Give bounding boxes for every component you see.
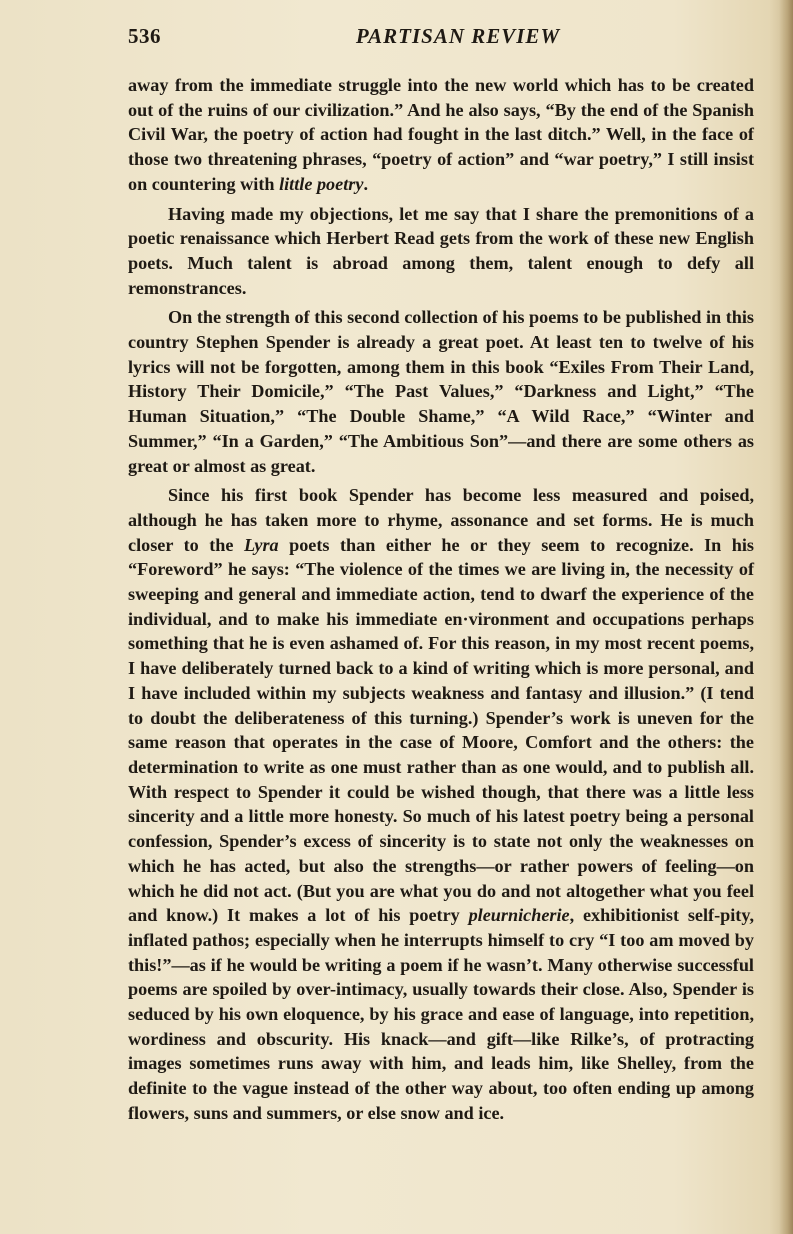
text-segment: On the strength of this second collection of his poems to be published in this country Stephen Spender is already a great poet. At least ten to twelve of his lyrics will not be forgotten, among them in this book “Exiles From Their Land, History Their Domicile,” “The Past Values,” “Darkness and Light,” “The Human Situation,” “The Double Shame,” “A Wild Race,” “Winter and Summer,” “In a Garden,” “The Ambitious Son”—and there are some others as great or almost as great. [128,307,754,476]
text-segment: . [363,173,368,194]
running-head: PARTISAN REVIEW [355,24,561,48]
body-text [128,73,754,1126]
text-segment: , exhibitionist self-pity, inflated pathos; especially when he interrupts himself to cry “I too am moved by this!”—as if he would be writing a poem if he wasn’t. Many otherwise successful poems are spoiled by over-intimacy, usually towards their close. Also, Spender is seduced by his own eloquence, by his grace and ease of language, into repetition, wordiness and obscurity. His knack—and gift—like Rilke’s, of protracting images sometimes runs away with him, and leads him, like Shelley, from the definite to the vague instead of the other way about, too often ending up among flowers, suns and summers, or else snow and ice. [128,905,754,1123]
paragraph-2 [128,202,754,301]
paragraph-1 [128,73,754,197]
paragraph-3 [128,305,754,478]
text-segment: poets than either he or they seem to recognize. In his “Foreword” he says: “The violence of the times we are living in, the necessity of sweeping and general and immediate action, tend to dwarf the experience of the individual, and to make his immediate en·vironment and occupations perhaps something that he is even ashamed of. For this reason, in my most recent poems, I have deliberately turned back to a kind of writing which is more personal, and I have included within my subjects weakness and fantasy and illusion.” (I tend to doubt the deliberateness of this turning.) Spender’s work is uneven for the same reason that operates in the case of Moore, Comfort and the others: the determination to write as one must rather than as one would, and to publish all. With respect to Spender it could be wished though, that there was a little less sincerity and a little more honesty. So much of his latest poetry being a personal confession, Spender’s excess of sincerity is to state not only the weaknesses on which he has acted, but also the strengths—or rather powers of feeling—on which he did not act. (But you are what you do and not altogether what you feel and know.) It makes a lot of his poetry [128,534,755,926]
page-number: 536 [128,24,161,48]
italic-phrase: Lyra [243,534,279,555]
paragraph-4 [128,483,754,1125]
italic-phrase: little poetry [279,173,364,194]
text-segment: away from the immediate struggle into the new world which has to be created out of the ruins of our civilization.” And he also says, “By the end of the Spanish Civil War, the poetry of action had fought in the last ditch.” Well, in the face of those two threatening phrases, “poetry of action” and “war poetry,” I still insist on countering with [128,75,754,194]
page-header [128,24,754,56]
page-edge-shadow [779,0,793,1234]
text-segment: Since his first book Spender has become less measured and poised, although he has taken more to rhyme, assonance and set forms. He is much closer to the [128,485,754,555]
italic-phrase: pleurnicherie [468,905,570,926]
text-segment: Having made my objections, let me say that I share the premonitions of a poetic renaissance which Herbert Read gets from the work of these new English poets. Much talent is abroad among them, talent enough to defy all remonstrances. [128,203,754,298]
